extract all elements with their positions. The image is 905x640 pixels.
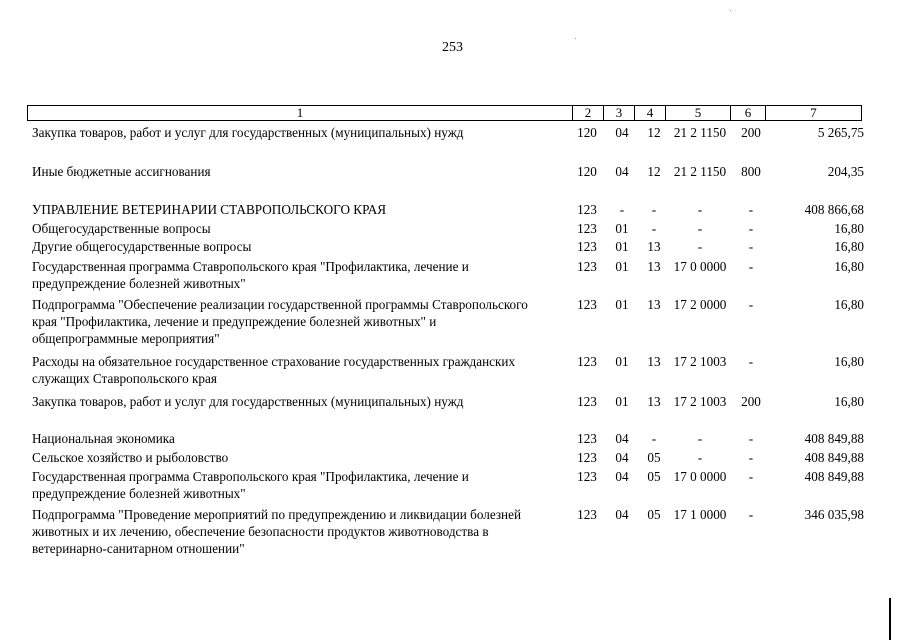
column-header-6: 6	[731, 106, 766, 121]
scan-speck	[575, 38, 576, 39]
row-name: Подпрограмма "Обеспечение реализации государственной программы Ставропольского края "Профилактика, лечение и предупреждение болезней животных" и общепрограммные мероприятия"	[32, 297, 528, 347]
row-code-4: 12	[647, 125, 661, 140]
row-code-2: 123	[577, 297, 597, 312]
row-code-2: 120	[577, 164, 597, 179]
row-code-5: -	[697, 221, 703, 236]
row-code-4: 13	[647, 297, 661, 312]
row-code-3: 04	[615, 164, 629, 179]
row-code-4: -	[651, 202, 657, 217]
row-amount: 5 265,75	[817, 125, 864, 140]
row-code-2: 123	[577, 431, 597, 446]
row-name: Общегосударственные вопросы	[32, 221, 211, 236]
row-code-4: 05	[647, 507, 661, 522]
row-code-4: -	[651, 431, 657, 446]
row-name: Национальная экономика	[32, 431, 175, 446]
row-code-2: 123	[577, 394, 597, 409]
row-name: Закупка товаров, работ и услуг для государственных (муниципальных) нужд	[32, 394, 464, 409]
row-code-5: -	[697, 239, 703, 254]
row-code-2: 120	[577, 125, 597, 140]
row-code-2: 123	[577, 450, 597, 465]
row-code-5: -	[697, 450, 703, 465]
row-code-5: 17 2 0000	[673, 297, 727, 312]
row-name: Государственная программа Ставропольского края "Профилактика, лечение и предупреждение болезней животных"	[32, 469, 469, 502]
row-amount: 408 849,88	[804, 469, 864, 484]
row-amount: 16,80	[834, 297, 864, 312]
row-code-4: 13	[647, 239, 661, 254]
column-header-5: 5	[666, 106, 731, 121]
row-code-6: 200	[741, 394, 761, 409]
row-name: Другие общегосударственные вопросы	[32, 239, 252, 254]
page-number: 253	[442, 40, 463, 55]
row-name: Закупка товаров, работ и услуг для государственных (муниципальных) нужд	[32, 125, 464, 140]
row-code-5: 21 2 1150	[673, 125, 727, 140]
row-amount: 16,80	[834, 221, 864, 236]
row-code-6: -	[748, 354, 754, 369]
column-header-2: 2	[573, 106, 604, 121]
row-code-3: 04	[615, 507, 629, 522]
row-code-3: 01	[615, 221, 629, 236]
row-code-4: -	[651, 221, 657, 236]
row-code-6: -	[748, 297, 754, 312]
row-code-2: 123	[577, 507, 597, 522]
row-amount: 16,80	[834, 239, 864, 254]
row-code-3: -	[619, 202, 625, 217]
row-amount: 346 035,98	[804, 507, 864, 522]
column-header-7: 7	[766, 106, 862, 121]
scan-speck	[730, 10, 731, 11]
row-code-5: 17 0 0000	[673, 259, 727, 274]
row-amount: 408 866,68	[804, 202, 864, 217]
row-code-6: -	[748, 450, 754, 465]
row-code-3: 01	[615, 394, 629, 409]
row-code-3: 01	[615, 297, 629, 312]
row-code-3: 04	[615, 125, 629, 140]
row-code-5: 17 2 1003	[673, 354, 727, 369]
row-code-6: -	[748, 239, 754, 254]
row-code-6: 200	[741, 125, 761, 140]
row-code-4: 05	[647, 469, 661, 484]
row-code-4: 13	[647, 259, 661, 274]
row-name: Иные бюджетные ассигнования	[32, 164, 211, 179]
row-code-4: 13	[647, 354, 661, 369]
row-name: УПРАВЛЕНИЕ ВЕТЕРИНАРИИ СТАВРОПОЛЬСКОГО КРАЯ	[32, 202, 387, 217]
row-code-2: 123	[577, 239, 597, 254]
row-code-4: 05	[647, 450, 661, 465]
column-header-1: 1	[28, 106, 573, 121]
row-code-4: 13	[647, 394, 661, 409]
row-code-5: 17 1 0000	[673, 507, 727, 522]
row-code-3: 04	[615, 431, 629, 446]
scan-edge-mark	[889, 598, 891, 640]
column-header-3: 3	[604, 106, 635, 121]
row-name: Подпрограмма "Проведение мероприятий по предупреждению и ликвидации болезней животных и их лечению, обеспечение безопасности продуктов животноводства в ветеринарно-санитарном отношении"	[32, 507, 522, 557]
row-code-2: 123	[577, 202, 597, 217]
row-amount: 408 849,88	[804, 431, 864, 446]
row-code-6: -	[748, 507, 754, 522]
row-code-6: -	[748, 202, 754, 217]
row-code-2: 123	[577, 259, 597, 274]
row-code-2: 123	[577, 354, 597, 369]
row-amount: 16,80	[834, 354, 864, 369]
row-code-2: 123	[577, 469, 597, 484]
row-code-5: 21 2 1150	[673, 164, 727, 179]
row-code-6: 800	[741, 164, 761, 179]
row-amount: 408 849,88	[804, 450, 864, 465]
row-code-6: -	[748, 431, 754, 446]
row-name: Сельское хозяйство и рыболовство	[32, 450, 229, 465]
column-header-4: 4	[635, 106, 666, 121]
row-code-5: 17 0 0000	[673, 469, 727, 484]
row-amount: 16,80	[834, 394, 864, 409]
row-code-6: -	[748, 469, 754, 484]
row-amount: 16,80	[834, 259, 864, 274]
row-code-2: 123	[577, 221, 597, 236]
row-code-6: -	[748, 259, 754, 274]
row-code-3: 01	[615, 239, 629, 254]
row-code-3: 01	[615, 354, 629, 369]
row-name: Расходы на обязательное государственное страхование государственных гражданских служащих Ставропольского края	[32, 354, 516, 387]
row-code-5: -	[697, 202, 703, 217]
row-code-3: 04	[615, 469, 629, 484]
row-name: Государственная программа Ставропольского края "Профилактика, лечение и предупреждение болезней животных"	[32, 259, 469, 292]
row-code-3: 01	[615, 259, 629, 274]
row-code-3: 04	[615, 450, 629, 465]
row-amount: 204,35	[827, 164, 864, 179]
row-code-5: -	[697, 431, 703, 446]
row-code-5: 17 2 1003	[673, 394, 727, 409]
row-code-4: 12	[647, 164, 661, 179]
row-code-6: -	[748, 221, 754, 236]
